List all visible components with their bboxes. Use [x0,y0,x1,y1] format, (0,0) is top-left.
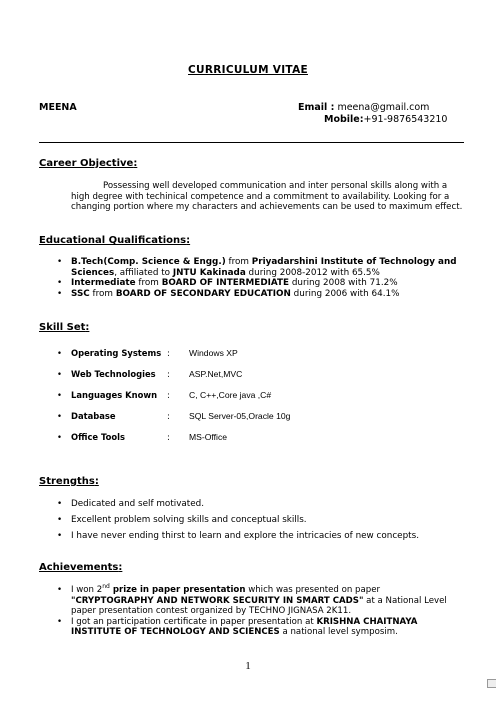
email-label: Email : [298,102,335,113]
list-item: • B.Tech(Comp. Science & Engg.) from Priyadarshini Institute of Technology and Sciences, affiliated to JNTU Kakinada during 2008-2012 with 65.5% [57,257,467,278]
education-heading: Educational Qualifications: [39,235,191,246]
contact-block [298,102,447,126]
list-item: • I got an participation certificate in paper presentation at KRISHNA CHAITNAYA INSTITUTE OF TECHNOLOGY AND SCIENCES a national level symposim. [57,617,457,638]
list-item: • I won 2nd prize in paper presentation which was presented on paper "CRYPTOGRAPHY AND NETWORK SECURITY IN SMART CADS" at a National Level paper presentation contest organized by TECHNO JIGNASA 2K11. [57,585,457,617]
list-item: • Languages Known : C, C++,Core java ,C# [57,390,357,411]
skills-list [57,348,357,453]
list-item: • Operating Systems : Windows XP [57,348,357,369]
achievements-heading: Achievements: [39,562,123,573]
header-divider [39,142,464,143]
skills-heading: Skill Set: [39,322,90,333]
list-item: • Excellent problem solving skills and conceptual skills. [57,514,477,530]
list-item: • SSC from BOARD OF SECONDARY EDUCATION during 2006 with 64.1% [57,289,467,300]
email-value: meena@gmail.com [334,102,430,113]
career-heading: Career Objective: [39,158,138,169]
email-line [298,102,447,114]
candidate-name: MEENA [39,102,77,113]
list-item: • Web Technologies : ASP.Net,MVC [57,369,357,390]
mobile-label: Mobile: [324,114,364,125]
education-list [57,257,467,299]
list-item: • Office Tools :MS-Office [57,432,357,453]
list-item: • Dedicated and self motivated. [57,498,477,514]
list-item: • Intermediate from BOARD OF INTERMEDIATE during 2008 with 71.2% [57,278,467,289]
mobile-line [298,114,447,126]
list-item: • I have never ending thirst to learn and explore the intricacies of new concepts. [57,530,477,546]
page-number: 1 [245,660,251,672]
career-text: Possessing well developed communication and inter personal skills along with a high degree with techinical competence and a commitment to availability. Looking for a changing portion where my characters and achievements can be used to maximum effect. [71,181,463,212]
document-title: CURRICULUM VITAE [188,64,308,76]
mobile-value: +91-9876543210 [363,114,448,125]
resize-handle-icon[interactable] [487,679,496,688]
strengths-heading: Strengths: [39,476,99,487]
achievements-list [57,585,457,638]
list-item: • Database :SQL Server-05,Oracle 10g [57,411,357,432]
strengths-list [57,498,477,546]
